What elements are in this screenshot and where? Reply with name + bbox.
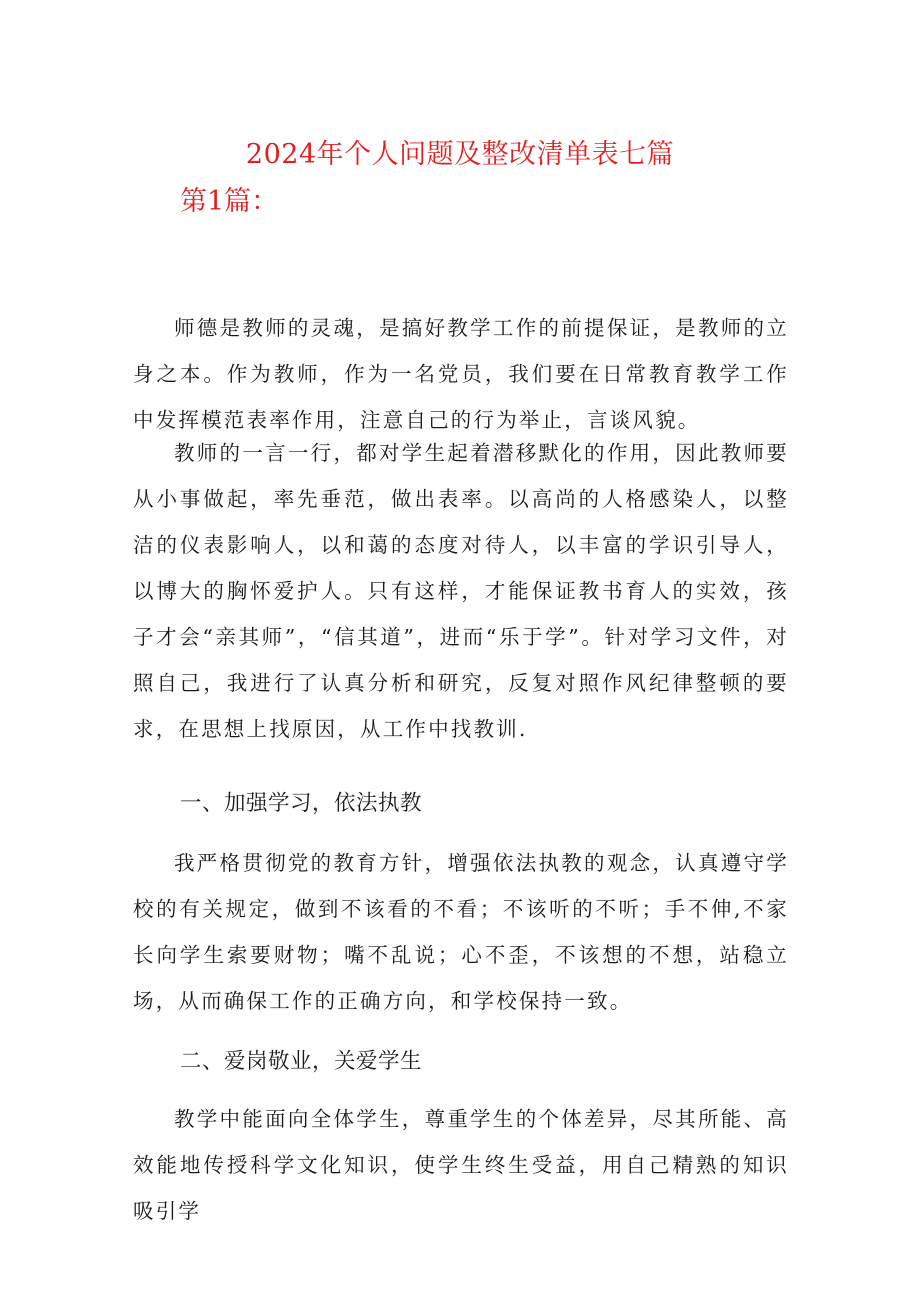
document-title: 2024年个人问题及整改清单表七篇: [245, 139, 675, 170]
subheading-2: 二、爱岗敬业，关爱学生: [180, 1049, 423, 1074]
paragraph-4: 教学中能面向全体学生，尊重学生的个体差异，尽其所能、高效能地传授科学文化知识，使学生终生受益，用自己精熟的知识吸引学: [133, 1107, 789, 1223]
paragraph-3: 我严格贯彻党的教育方针，增强依法执教的观念，认真遵守学校的有关规定，做到不该看的不看；不该听的不听；手不伸,不家长向学生索要财物；嘴不乱说；心不歪，不该想的不想，站稳立场，从而确保工作的正确方向，和学校保持一致。: [133, 851, 789, 1013]
subheading-1: 一、加强学习，依法执教: [180, 791, 423, 816]
paragraph-2: 教师的一言一行，都对学生起着潜移默化的作用，因此教师要从小事做起，率先垂范，做出表率。以高尚的人格感染人，以整洁的仪表影响人，以和蔼的态度对待人，以丰富的学识引导人，以博大的胸怀爱护人。只有这样，才能保证教书育人的实效，孩子才会“亲其师”，“信其道”，进而“乐于学”。针对学习文件，对照自己，我进行了认真分析和研究，反复对照作风纪律整顿的要求，在思想上找原因，从工作中找教训.: [133, 441, 789, 741]
paragraph-1: 师德是教师的灵魂，是搞好教学工作的前提保证，是教师的立身之本。作为教师，作为一名党员，我们要在日常教育教学工作中发挥模范表率作用，注意自己的行为举止，言谈风貌。: [133, 316, 789, 432]
section-heading: 第1篇：: [180, 186, 279, 217]
